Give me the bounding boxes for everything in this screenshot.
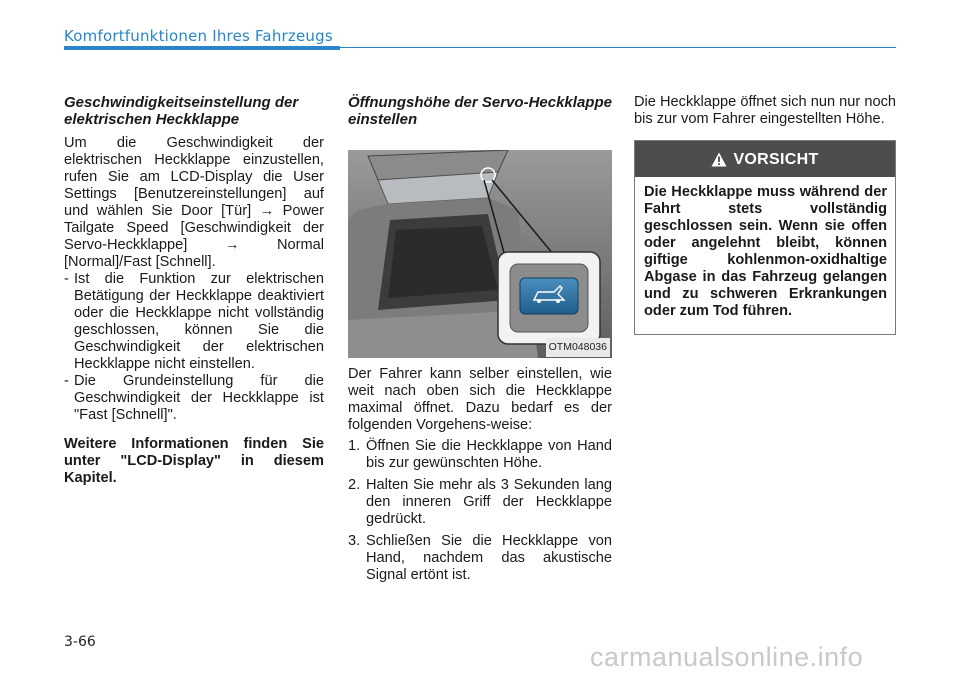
column-middle	[348, 94, 612, 589]
section-header-title: Komfortfunktionen Ihres Fahrzeugs	[64, 27, 333, 45]
lcd-reference-note: Weitere Informationen finden Sie unter "LCD-Display" in diesem Kapitel.	[64, 436, 324, 486]
tailgate-figure	[348, 150, 612, 358]
bullet-text: Die Grundeinstellung für die Geschwindigkeit der Heckklappe ist "Fast [Schnell]".	[74, 373, 324, 423]
tailgate-illustration	[348, 150, 612, 358]
step-text: Schließen Sie die Heckklappe von Hand, nachdem das akustische Signal ertönt ist.	[366, 533, 612, 583]
list-item	[64, 271, 324, 373]
header-rule-thin	[340, 47, 896, 48]
section-heading-opening-height: Öffnungshöhe der Servo-Heckklappe einstellen	[348, 94, 612, 128]
column-right	[634, 94, 896, 335]
opening-height-intro: Der Fahrer kann selber einstellen, wie weit nach oben sich die Heckklappe maximal öffnet. Dazu bedarf es der folgenden Vorgehens-weise:	[348, 366, 612, 433]
step-number: 2.	[348, 477, 361, 493]
list-item	[348, 533, 612, 584]
bullet-marker: -	[64, 373, 69, 389]
watermark: carmanualsonline.info	[590, 642, 864, 672]
page-number: 3-66	[64, 634, 96, 650]
step-text: Halten Sie mehr als 3 Sekunden lang den inneren Griff der Heckklappe gedrückt.	[366, 477, 612, 527]
step-number: 1.	[348, 438, 361, 454]
warning-triangle-icon	[711, 152, 727, 167]
figure-code: OTM048036	[546, 338, 610, 357]
caution-box	[634, 140, 896, 335]
list-item	[348, 477, 612, 528]
list-item	[64, 373, 324, 424]
section-heading-speed: Geschwindigkeitseinstellung der elektrischen Heckklappe	[64, 94, 299, 128]
caution-title: VORSICHT	[733, 150, 819, 168]
result-paragraph: Die Heckklappe öffnet sich nun nur noch bis zur vom Fahrer eingestellten Höhe.	[634, 94, 896, 127]
bullet-text: Ist die Funktion zur elektrischen Betätigung der Heckklappe deaktiviert oder die Heckklappe nicht vollständig geschlossen, können Sie die Geschwindigkeit der elektrischen Heckklappe nicht einstellen.	[74, 271, 324, 372]
speed-instructions: Um die Geschwindigkeit der elektrischen Heckklappe einzustellen, rufen Sie am LCD-Display die User Settings [Benutzereinstellungen] auf und wählen Sie Door [Tür] → Power Tailgate Speed [Geschwindigkeit der Servo-Heckklappe] → Normal [Normal]/Fast [Schnell].	[64, 135, 324, 270]
caution-text: Die Heckklappe muss während der Fahrt stets vollständig geschlossen sein. Wenn sie offen oder angelehnt bleibt, können giftige kohlenmon-oxidhaltige Abgase in das Fahrzeug gelangen und zu schweren Erkrankungen oder zum Tod führen.	[644, 184, 887, 319]
caution-header	[635, 141, 895, 177]
column-left	[64, 94, 324, 487]
step-number: 3.	[348, 533, 361, 549]
bullet-marker: -	[64, 271, 69, 287]
list-item	[348, 438, 612, 472]
step-text: Öffnen Sie die Heckklappe von Hand bis zur gewünschten Höhe.	[366, 438, 612, 471]
header-rule-thick	[64, 46, 340, 50]
